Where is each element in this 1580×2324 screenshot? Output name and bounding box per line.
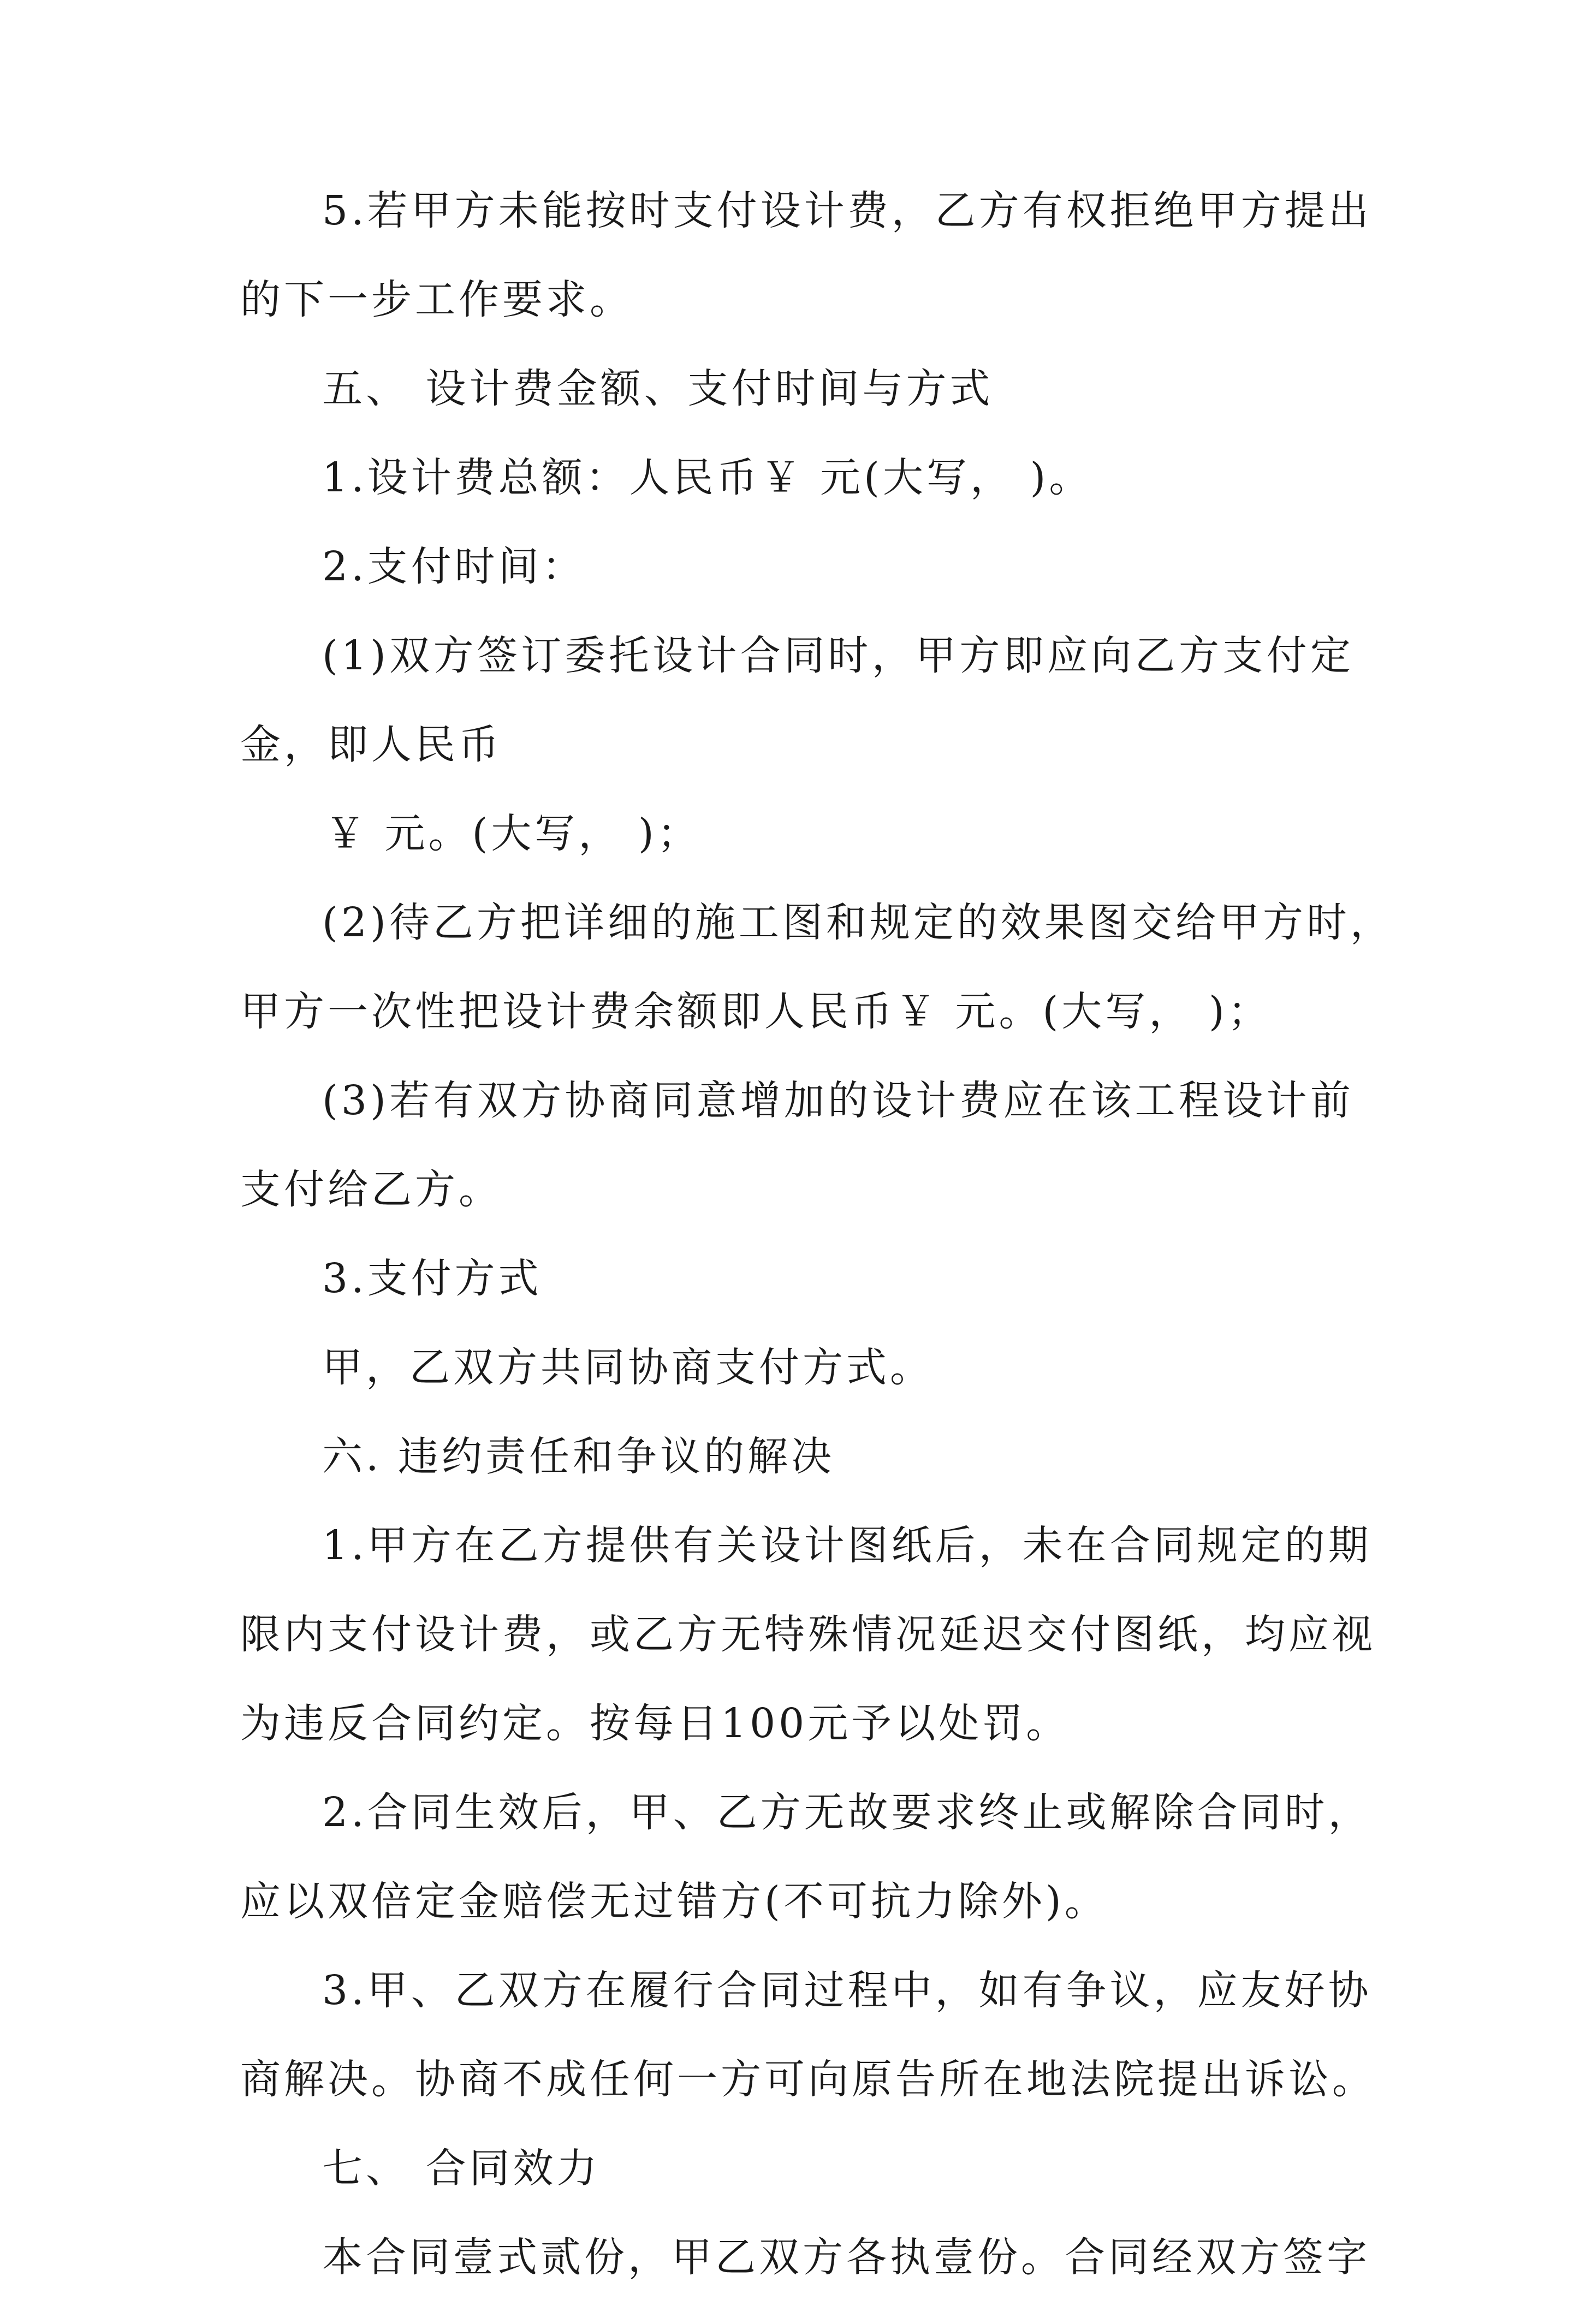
clause-5-3-heading: 3.支付方式 (322, 1255, 542, 1302)
section-7-body-line-1: 本合同壹式贰份，甲乙双方各执壹份。合同经双方签字 (322, 2234, 1370, 2281)
clause-5-3-body: 甲，乙双方共同协商支付方式。 (322, 1344, 934, 1391)
clause-6-2-line-2: 应以双倍定金赔偿无过错方(不可抗力除外)。 (240, 1878, 1108, 1925)
section-6-heading: 六. 违约责任和争议的解决 (322, 1433, 835, 1480)
clause-6-3-line-2: 商解决。协商不成任何一方可向原告所在地法院提出诉讼。 (240, 2056, 1376, 2103)
clause-5-2-2-line-1: (2)待乙方把详细的施工图和规定的效果图交给甲方时， (322, 899, 1394, 946)
clause-6-2-line-1: 2.合同生效后，甲、乙方无故要求终止或解除合同时， (322, 1789, 1372, 1836)
clause-5-2-3-line-2: 支付给乙方。 (240, 1166, 502, 1213)
clause-6-3-line-1: 3.甲、乙双方在履行合同过程中，如有争议，应友好协 (322, 1967, 1372, 2014)
clause-6-1-line-1: 1.甲方在乙方提供有关设计图纸后，未在合同规定的期 (322, 1522, 1372, 1569)
clause-5-1: 1.设计费总额：人民币￥ 元(大写， )。 (322, 454, 1093, 501)
section-7-heading: 七、 合同效力 (322, 2145, 601, 2192)
clause-4-5-line-2: 的下一步工作要求。 (240, 276, 633, 323)
clause-4-5-line-1: 5.若甲方未能按时支付设计费，乙方有权拒绝甲方提出 (322, 187, 1372, 234)
clause-6-1-line-3: 为违反合同约定。按每日100元予以处罚。 (240, 1700, 1070, 1747)
clause-5-2-2-line-2: 甲方一次性把设计费余额即人民币￥ 元。(大写， )； (240, 988, 1272, 1035)
clause-5-2-3-line-1: (3)若有双方协商同意增加的设计费应在该工程设计前 (322, 1077, 1354, 1124)
section-5-heading: 五、 设计费金额、支付时间与方式 (322, 365, 994, 412)
contract-body (240, 187, 1394, 2324)
clause-5-2-1-line-1: (1)双方签订委托设计合同时，甲方即应向乙方支付定 (322, 632, 1354, 679)
clause-5-2-1-line-3: ￥ 元。(大写， )； (325, 810, 701, 857)
clause-5-2-1-line-2: 金，即人民币 (240, 721, 502, 768)
clause-6-1-line-2: 限内支付设计费，或乙方无特殊情况延迟交付图纸，均应视 (240, 1611, 1376, 1658)
clause-5-2-heading: 2.支付时间： (322, 543, 586, 590)
